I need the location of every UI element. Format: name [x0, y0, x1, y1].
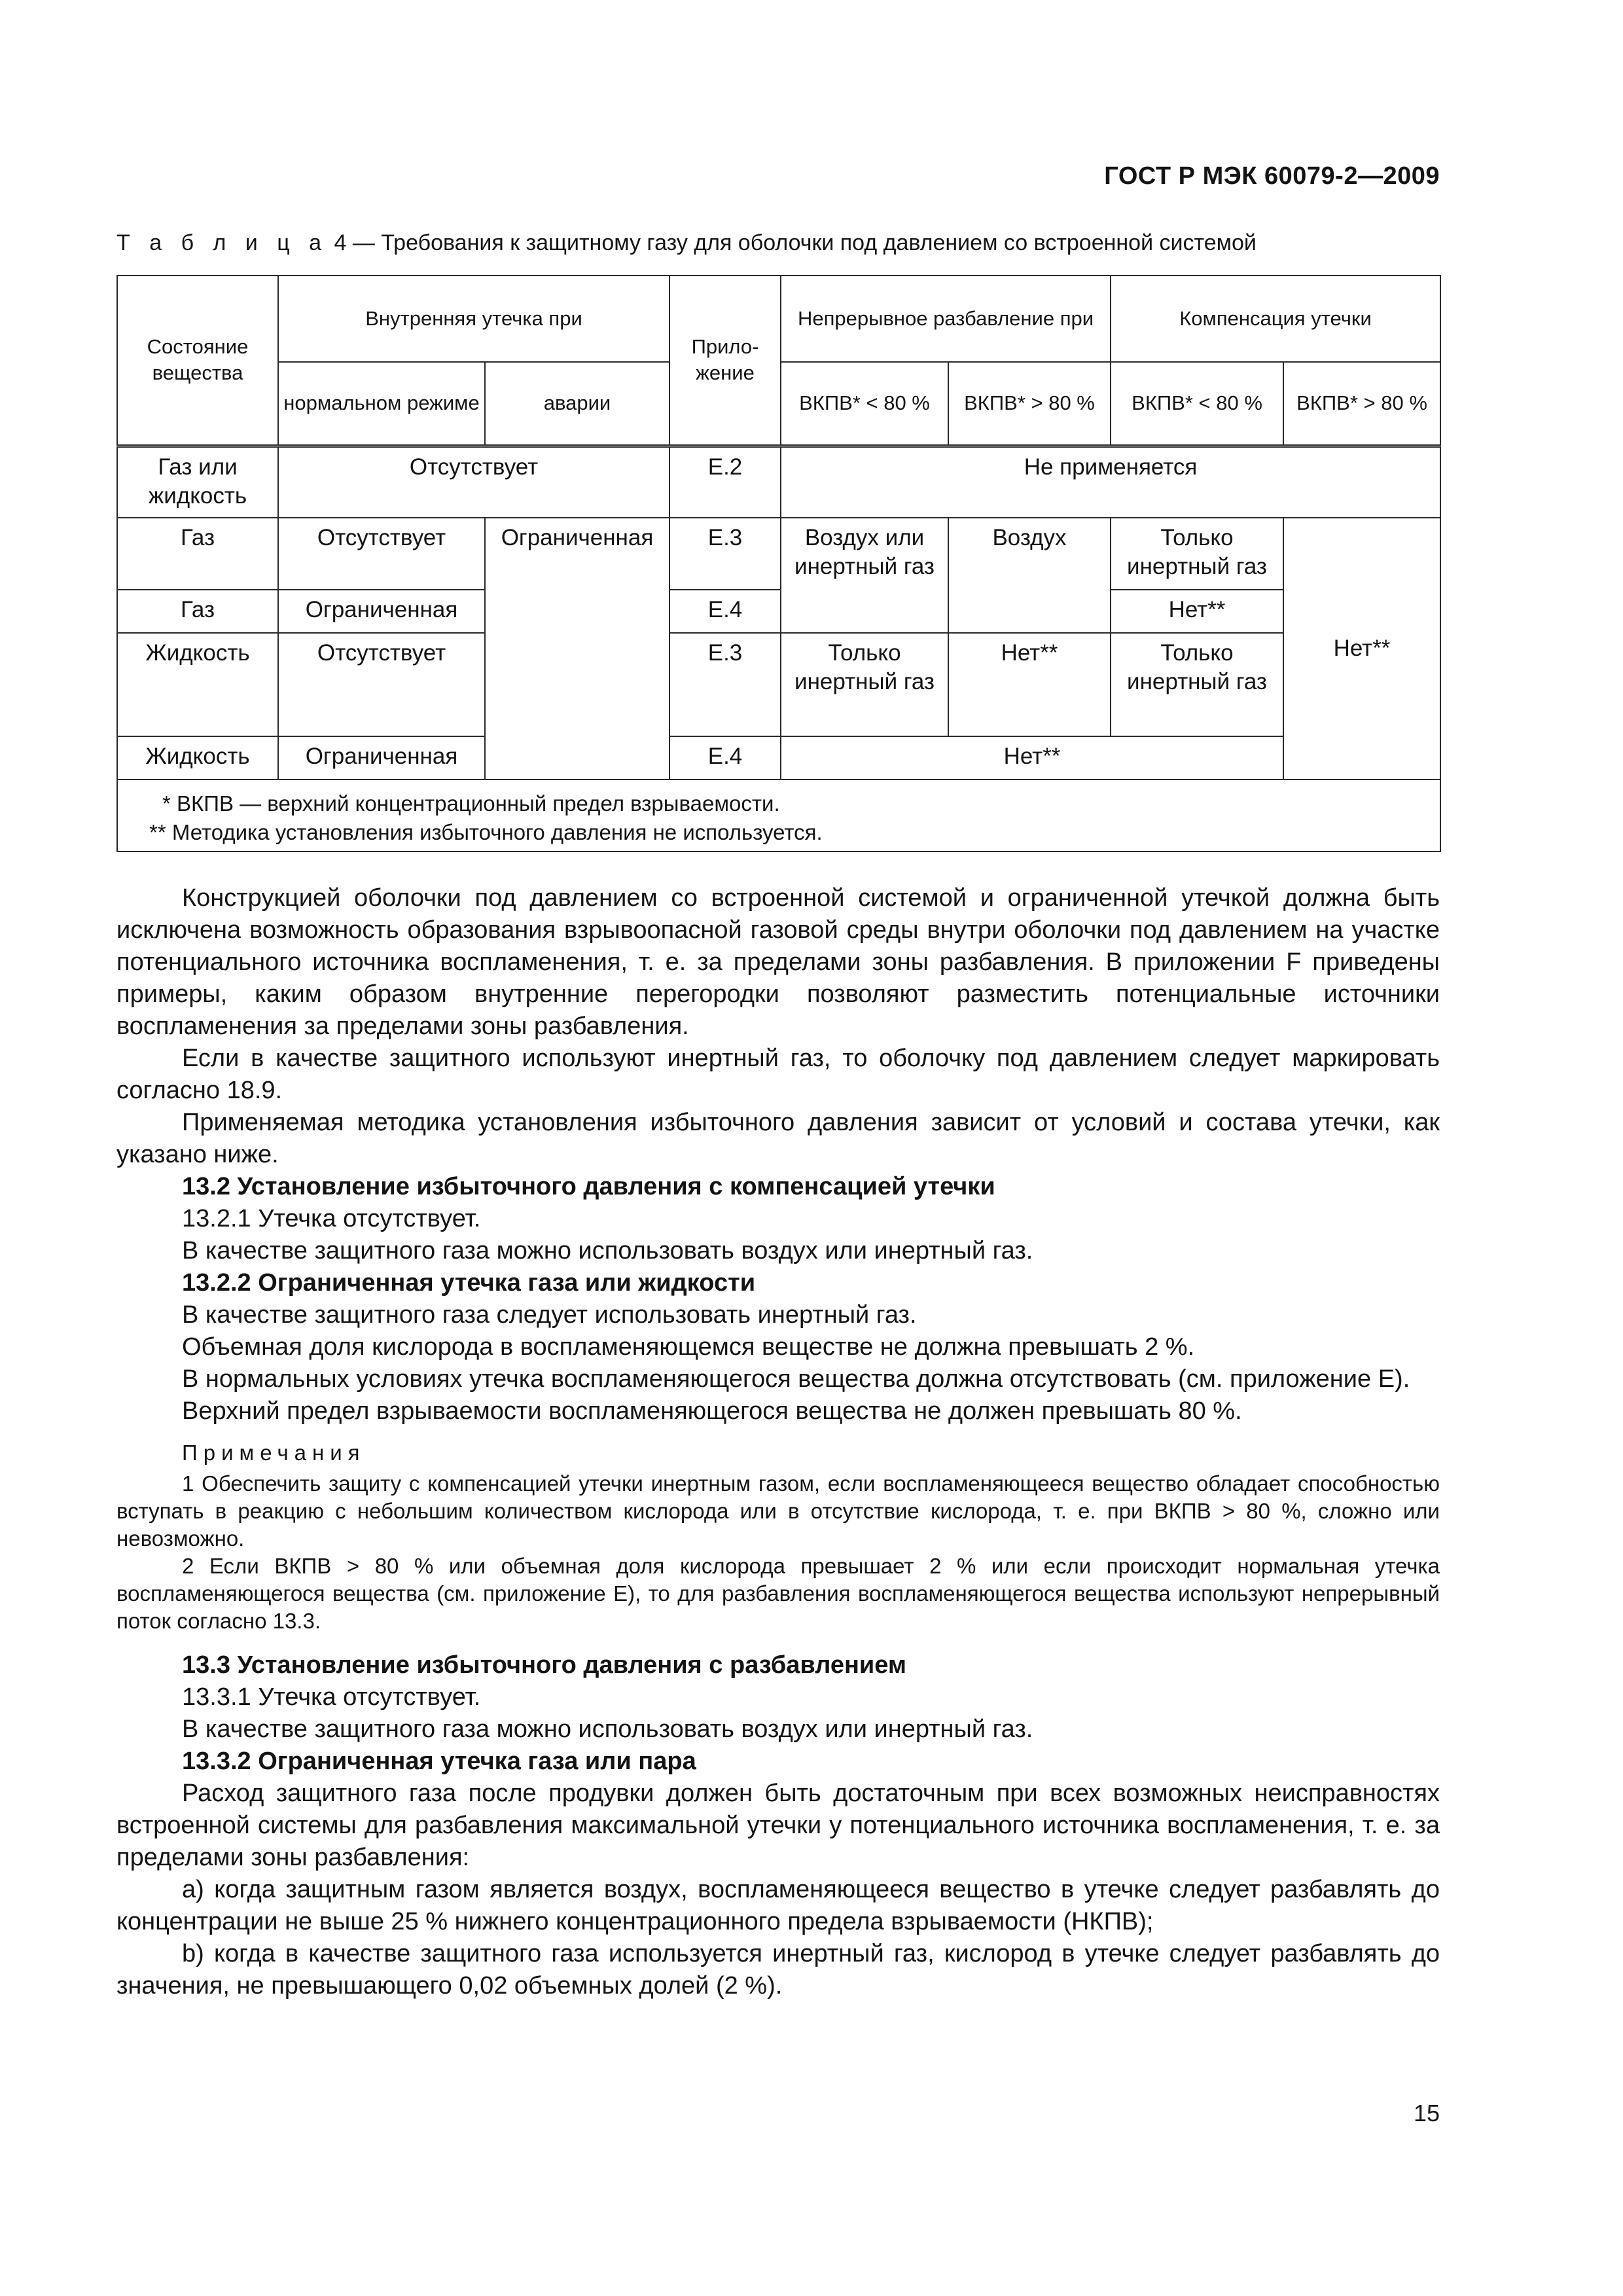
table-caption-text: 4 — Требования к защитному газу для оболочки под давлением со встроенной системой [328, 230, 1257, 255]
cell-internal-leak: Отсутствует [278, 446, 669, 518]
section-heading-13-2: 13.2 Установление избыточного давления с компенсацией утечки [182, 1173, 995, 1200]
table-row [117, 518, 1440, 590]
note-1: 1 Обеспечить защиту с компенсацией утечки инертным газом, если воспламеняющееся вещество обладает способностью вступать в реакцию с небольшим количеством кислорода или в отсутствие кислорода, т. е. при ВКПВ > 80 %, сложно или невозможно. [116, 1471, 1440, 1551]
cell-appendix: Е.4 [669, 590, 781, 633]
header-dilution-vkpv-lt: ВКПВ* < 80 % [781, 362, 948, 446]
body-text [116, 882, 1440, 2002]
cell-state: Жидкость [117, 736, 278, 780]
cell-dilution-gt: Нет** [948, 633, 1111, 736]
header-appendix: Прило-жение [669, 276, 781, 446]
header-compensation-vkpv-lt: ВКПВ* < 80 % [1111, 362, 1283, 446]
table-row [117, 736, 1440, 780]
table-footnotes [117, 780, 1440, 852]
cell-normal: Отсутствует [278, 633, 485, 736]
notes-title: Примечания [182, 1441, 366, 1465]
cell-dilution-lt: Только инертный газ [781, 633, 948, 736]
table-caption-label: Т а б л и ц а [116, 230, 329, 255]
spacer [116, 1635, 1440, 1649]
cell-normal: Отсутствует [278, 518, 485, 590]
footnote-1: * ВКПВ — верхний концентрационный предел взрываемости. [162, 791, 780, 816]
cell-dilution-all: Нет** [781, 736, 1283, 780]
paragraph: Объемная доля кислорода в воспламеняющемся веществе не должна превышать 2 %. [182, 1333, 1195, 1361]
paragraph: 13.2.1 Утечка отсутствует. [182, 1205, 481, 1232]
cell-state: Жидкость [117, 633, 278, 736]
section-heading-13-2-2: 13.2.2 Ограниченная утечка газа или жидкости [182, 1269, 756, 1297]
cell-normal: Ограниченная [278, 590, 485, 633]
cell-compensation-gt: Нет** [1283, 518, 1440, 780]
cell-appendix: Е.4 [669, 736, 781, 780]
paragraph: В качестве защитного газа следует использовать инертный газ. [182, 1301, 917, 1329]
table-caption [116, 230, 1257, 256]
footnote-2: ** Методика установления избыточного давления не используется. [149, 820, 823, 844]
list-item-a: a) когда защитным газом является воздух, воспламеняющееся вещество в утечке следует разбавлять до концентрации не выше 25 % нижнего концентрационного предела взрываемости (НКПВ); [116, 1876, 1440, 1935]
paragraph: Верхний предел взрываемости воспламеняющегося вещества не должен превышать 80 %. [182, 1397, 1242, 1425]
header-state: Состояние вещества [117, 276, 278, 446]
paragraph: Расход защитного газа после продувки должен быть достаточным при всех возможных неисправностях встроенной системы для разбавления максимальной утечки у потенциального источника воспламенения, т. е. за пределами зоны разбавления: [116, 1780, 1440, 1871]
paragraph: Если в качестве защитного используют инертный газ, то оболочку под давлением следует маркировать согласно 18.9. [116, 1045, 1440, 1104]
paragraph: Применяемая методика установления избыточного давления зависит от условий и состава утечки, как указано ниже. [116, 1109, 1440, 1168]
cell-compensation-lt: Только инертный газ [1111, 518, 1283, 590]
header-accident: аварии [485, 362, 669, 446]
cell-appendix: Е.3 [669, 518, 781, 590]
paragraph: В нормальных условиях утечка воспламеняющегося вещества должна отсутствовать (см. приложение Е). [182, 1365, 1410, 1393]
section-heading-13-3: 13.3 Установление избыточного давления с разбавлением [182, 1651, 907, 1679]
cell-state: Газ или жидкость [117, 446, 278, 518]
cell-compensation-lt: Нет** [1111, 590, 1283, 633]
header-internal-leak: Внутренняя утечка при [278, 276, 669, 362]
cell-compensation-lt: Только инертный газ [1111, 633, 1283, 736]
header-normal-mode: нормальном режиме [278, 362, 485, 446]
cell-appendix: Е.3 [669, 633, 781, 736]
cell-dilution-lt: Воздух или инертный газ [781, 518, 948, 633]
page-number: 15 [1413, 2100, 1440, 2126]
paragraph: Конструкцией оболочки под давлением со встроенной системой и ограниченной утечкой должна быть исключена возможность образования взрывоопасной газовой среды внутри оболочки под давлением на участке потенциального источника воспламенения, т. е. за пределами зоны разбавления. В приложении F приведены примеры, каким образом внутренние перегородки позволяют разместить потенциальные источники воспламенения за пределами зоны разбавления. [116, 884, 1440, 1040]
cell-state: Газ [117, 518, 278, 590]
cell-appendix: Е.2 [669, 446, 781, 518]
cell-not-applicable: Не применяется [781, 446, 1440, 518]
paragraph: 13.3.1 Утечка отсутствует. [182, 1683, 481, 1711]
section-heading-13-3-2: 13.3.2 Ограниченная утечка газа или пара [182, 1748, 696, 1775]
header-compensation: Компенсация утечки [1111, 276, 1440, 362]
paragraph: В качестве защитного газа можно использовать воздух или инертный газ. [182, 1715, 1033, 1743]
header-dilution: Непрерывное разбавление при [781, 276, 1111, 362]
header-compensation-vkpv-gt: ВКПВ* > 80 % [1283, 362, 1440, 446]
cell-accident: Ограниченная [485, 518, 669, 780]
shielding-gas-table [116, 275, 1441, 852]
note-2: 2 Если ВКПВ > 80 % или объемная доля кислорода превышает 2 % или если происходит нормальная утечка воспламеняющегося вещества (см. приложение Е), то для разбавления воспламеняющегося вещества используют непрерывный поток согласно 13.3. [116, 1554, 1440, 1633]
table-footnotes-row [117, 780, 1440, 852]
table-row [117, 633, 1440, 736]
cell-state: Газ [117, 590, 278, 633]
cell-normal: Ограниченная [278, 736, 485, 780]
cell-dilution-gt: Воздух [948, 518, 1111, 633]
document-page [116, 0, 1440, 2296]
header-dilution-vkpv-gt: ВКПВ* > 80 % [948, 362, 1111, 446]
table-row [117, 590, 1440, 633]
table-row [117, 446, 1440, 518]
list-item-b: b) когда в качестве защитного газа используется инертный газ, кислород в утечке следует разбавлять до значения, не превышающего 0,02 объемных долей (2 %). [116, 1940, 1440, 2000]
paragraph: В качестве защитного газа можно использовать воздух или инертный газ. [182, 1237, 1033, 1265]
document-header: ГОСТ Р МЭК 60079-2—2009 [1104, 162, 1440, 190]
